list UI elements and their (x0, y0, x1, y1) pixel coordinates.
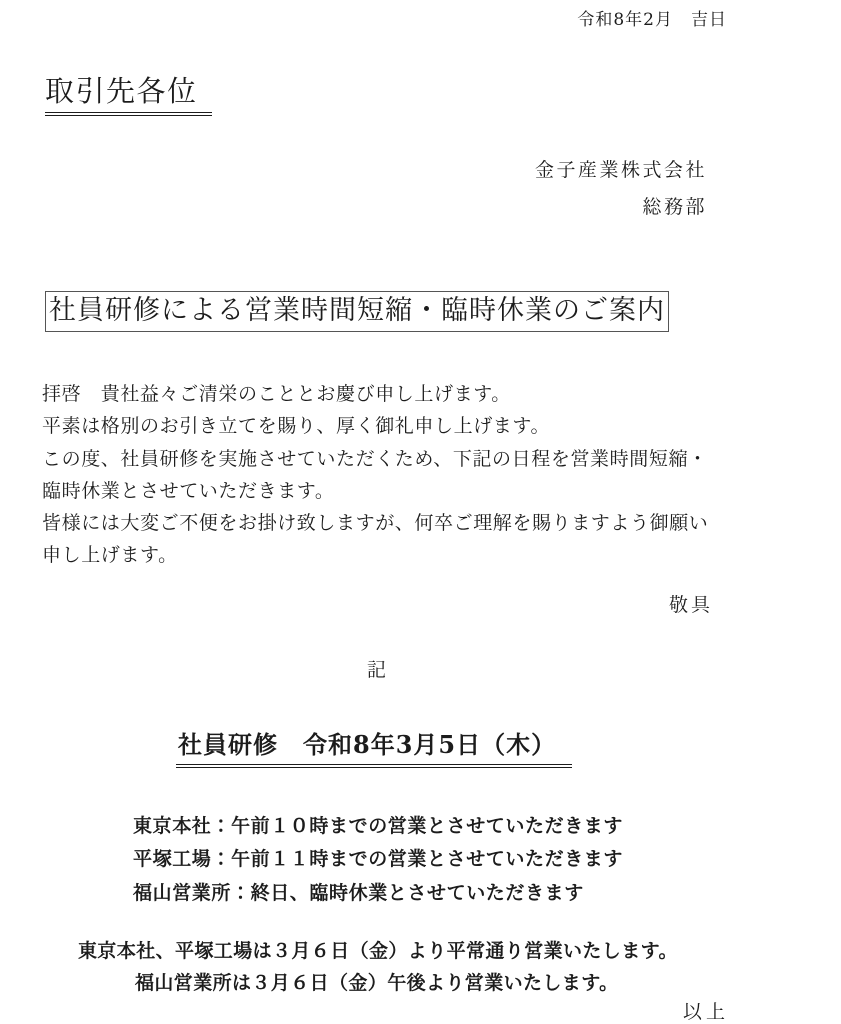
sender-department: 総務部 (642, 196, 707, 218)
body-line: この度、社員研修を実施させていただくため、下記の日程を営業時間短縮・ (42, 447, 708, 470)
note-line-fukuyama-reopen: 福山営業所は３月６日（金）午後より営業いたします。 (135, 972, 619, 994)
schedule-heading-text: 社員研修 令和8年3月5日（木） (176, 730, 572, 768)
detail-line-tokyo: 東京本社：午前１０時までの営業とさせていただきます (133, 815, 624, 837)
body-line: 臨時休業とさせていただきます。 (42, 479, 335, 502)
body-line: 平素は格別のお引き立てを賜り、厚く御礼申し上げます。 (42, 415, 551, 438)
record-marker: 記 (366, 659, 388, 681)
detail-line-hiratsuka: 平塚工場：午前１１時までの営業とさせていただきます (133, 848, 624, 871)
addressee (45, 74, 212, 116)
schedule-heading (176, 730, 572, 768)
document-date: 令和8年2月 吉日 (577, 10, 727, 30)
sender-block (535, 152, 707, 226)
notes-block (78, 935, 678, 999)
body-line: 申し上げます。 (42, 544, 178, 567)
schedule-details (133, 810, 623, 910)
sender-company: 金子産業株式会社 (534, 159, 707, 181)
notice-title-box (45, 291, 669, 332)
body-paragraph (42, 378, 708, 572)
addressee-text: 取引先各位 (45, 74, 212, 116)
body-line: 皆様には大変ご不便をお掛け致しますが、何卒ご理解を賜りますよう御願い (42, 512, 709, 535)
notice-title: 社員研修による営業時間短縮・臨時休業のご案内 (49, 295, 665, 326)
body-line: 拝啓 貴社益々ご清栄のこととお慶び申し上げます。 (42, 383, 511, 405)
closing-keigu: 敬具 (668, 594, 713, 616)
note-line-reopen: 東京本社、平塚工場は３月６日（金）より平常通り営業いたします。 (78, 940, 678, 962)
end-marker: 以上 (682, 1001, 729, 1023)
detail-line-fukuyama: 福山営業所：終日、臨時休業とさせていただきます (133, 881, 584, 904)
